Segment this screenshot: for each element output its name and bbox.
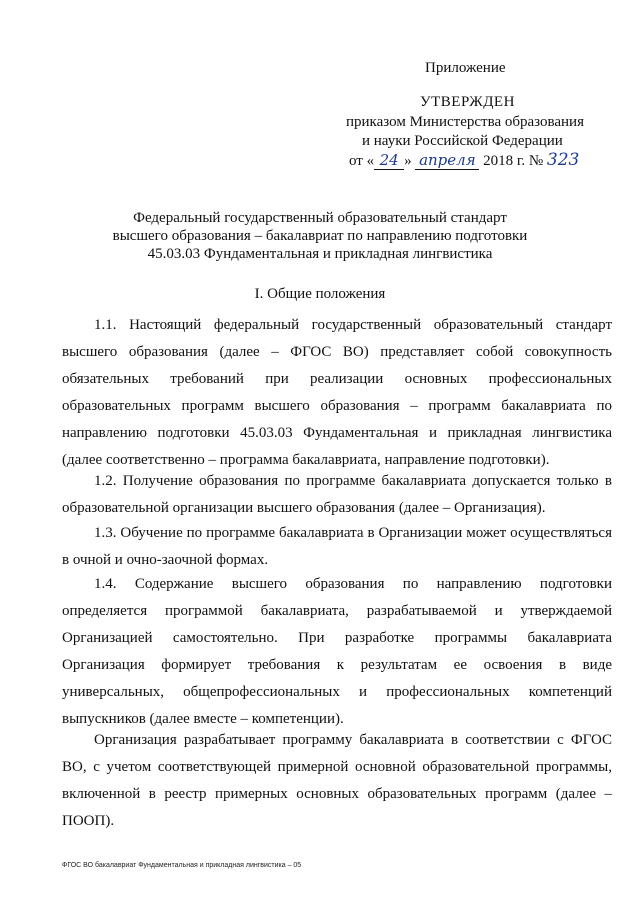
- order-number-handwritten: 323: [546, 150, 580, 170]
- approval-line-2: и науки Российской Федерации: [362, 133, 563, 149]
- document-title: [40, 209, 600, 263]
- order-quote-close: »: [404, 153, 412, 169]
- page-footer: ФГОС ВО бакалавриат Фундаментальная и прикладная лингвистика – 05: [62, 862, 302, 869]
- paragraph-1-1: 1.1. Настоящий федеральный государственный образовательный стандарт высшего образования (далее – ФГОС ВО) представляет собой совокупность обязательных требований при реализации основных профессиональных образовательных программ высшего образования – программ бакалавриата по направлению подготовки 45.03.03 Фундаментальная и прикладная лингвистика (далее соответственно – программа бакалавриата, направление подготовки).: [62, 317, 612, 468]
- order-line: [349, 150, 593, 170]
- order-prefix: от «: [349, 153, 375, 169]
- paragraph-1-3: 1.3. Обучение по программе бакалавриата в Организации может осуществляться в очной и очно-заочной формах.: [62, 525, 612, 568]
- paragraph-1-4: 1.4. Содержание высшего образования по направлению подготовки определяется программой бакалавриата, разрабатываемой и утверждаемой Организацией самостоятельно. При разработке программы бакалавриата Организация формирует требования к результатам ее освоения в виде универсальных, общепрофессиональных и профессиональных компетенций выпускников (далее вместе – компетенции).: [62, 576, 612, 727]
- section-heading: I. Общие положения: [254, 286, 386, 302]
- approved-label: УТВЕРЖДЕН: [420, 94, 515, 110]
- approval-line-1: приказом Министерства образования: [346, 114, 584, 130]
- title-line-3: 45.03.03 Фундаментальная и прикладная лингвистика: [147, 246, 493, 262]
- order-month-handwritten: апреля: [415, 151, 479, 170]
- appendix-label: Приложение: [425, 60, 506, 76]
- title-line-2: высшего образования – бакалавриат по направлению подготовки: [112, 228, 528, 244]
- order-day-handwritten: 24: [374, 151, 404, 170]
- order-year: 2018 г. №: [483, 153, 544, 169]
- paragraph-1-2: 1.2. Получение образования по программе бакалавриата допускается только в образовательной организации высшего образования (далее – Организация).: [62, 473, 612, 516]
- title-line-1: Федеральный государственный образовательный стандарт: [133, 210, 507, 226]
- paragraph-organization: Организация разрабатывает программу бакалавриата в соответствии с ФГОС ВО, с учетом соответствующей примерной основной образовательной программы, включенной в реестр примерных основных образовательных программ (далее – ПООП).: [62, 732, 612, 829]
